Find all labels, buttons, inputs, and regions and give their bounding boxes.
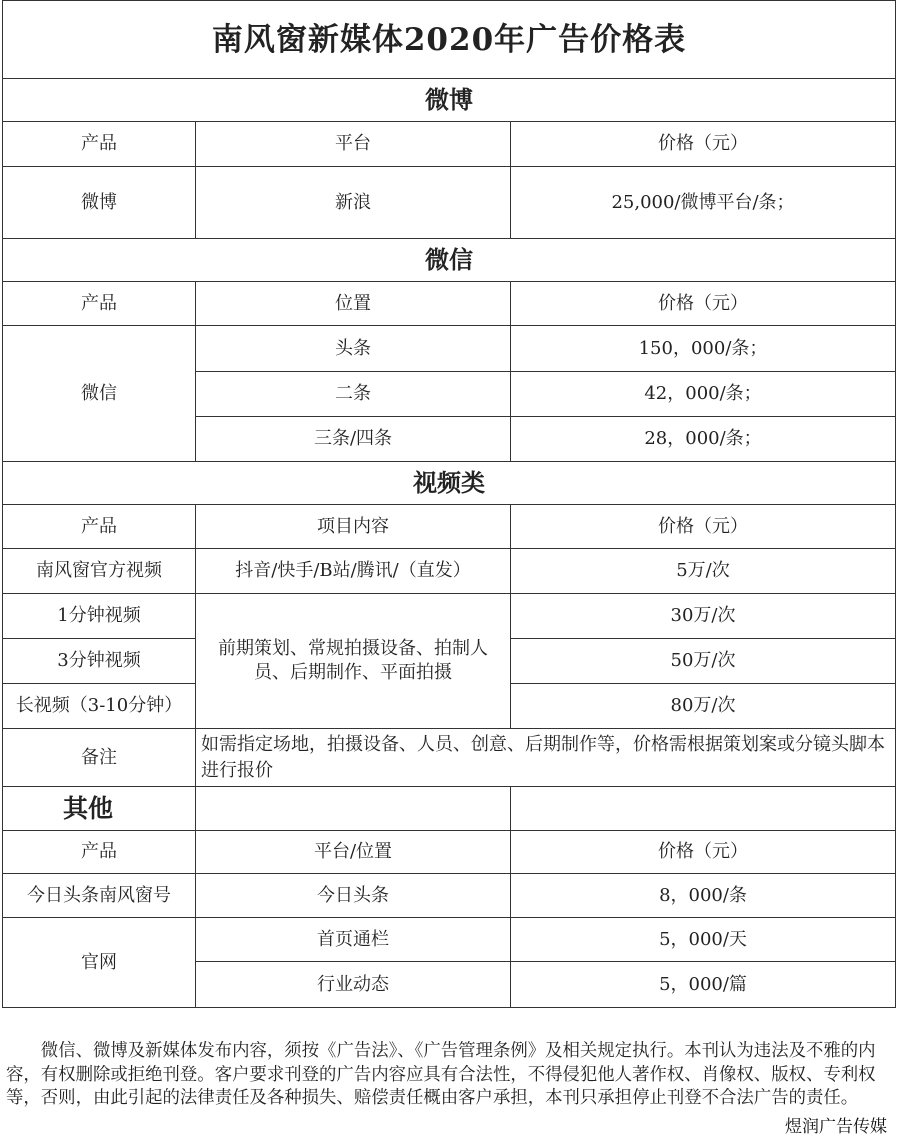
price-table [2,0,896,1008]
empty-cell [511,787,896,831]
table-row [3,167,896,239]
price-cell: 5，000/天 [511,918,896,962]
section-title: 其他 [3,787,196,831]
price-cell: 80万/次 [511,684,896,729]
platform-cell: 首页通栏 [196,918,511,962]
section-weibo [3,79,896,122]
note-label: 备注 [3,729,196,787]
product-cell: 长视频（3-10分钟） [3,684,196,729]
table-header-row [3,831,896,874]
price-cell: 150，000/条； [511,326,896,372]
product-cell: 微博 [3,167,196,239]
header-cell: 产品 [3,505,196,549]
price-cell: 25,000/微博平台/条； [511,167,896,239]
header-cell: 产品 [3,831,196,874]
price-sheet [2,0,896,1140]
platform-cell: 新浪 [196,167,511,239]
content-cell: 抖音/快手/B站/腾讯/（直发） [196,549,511,594]
product-cell: 南风窗官方视频 [3,549,196,594]
page-title: 南风窗新媒体2020年广告价格表 [3,1,896,79]
header-cell: 价格（元） [511,122,896,167]
section-wechat [3,239,896,282]
title-row [3,1,896,79]
price-cell: 50万/次 [511,639,896,684]
product-cell: 3分钟视频 [3,639,196,684]
table-header-row [3,122,896,167]
empty-cell [196,787,511,831]
price-cell: 42，000/条； [511,372,896,417]
table-header-row [3,505,896,549]
position-cell: 二条 [196,372,511,417]
platform-cell: 今日头条 [196,874,511,918]
header-cell: 产品 [3,282,196,326]
section-other [3,787,896,831]
table-header-row [3,282,896,326]
header-cell: 产品 [3,122,196,167]
price-cell: 8，000/条 [511,874,896,918]
position-cell: 三条/四条 [196,417,511,462]
price-cell: 28，000/条； [511,417,896,462]
header-cell: 价格（元） [511,831,896,874]
product-cell: 今日头条南风窗号 [3,874,196,918]
content-cell: 前期策划、常规拍摄设备、拍制人员、后期制作、平面拍摄 [196,594,511,729]
section-title: 视频类 [3,462,896,505]
table-row [3,874,896,918]
watermark: 煜润广告传媒 [772,1114,900,1140]
product-cell: 1分钟视频 [3,594,196,639]
table-row [3,918,896,962]
header-cell: 价格（元） [511,282,896,326]
table-row [3,326,896,372]
header-cell: 平台/位置 [196,831,511,874]
note-row [3,729,896,787]
product-cell: 微信 [3,326,196,462]
table-row [3,549,896,594]
price-cell: 5万/次 [511,549,896,594]
platform-cell: 行业动态 [196,962,511,1008]
section-title: 微博 [3,79,896,122]
table-row [3,594,896,639]
product-cell: 官网 [3,918,196,1008]
header-cell: 项目内容 [196,505,511,549]
section-title: 微信 [3,239,896,282]
header-cell: 平台 [196,122,511,167]
section-video [3,462,896,505]
footer-disclaimer: 微信、微博及新媒体发布内容，须按《广告法》、《广告管理条例》及相关规定执行。本刊认为违法及不雅的内容，有权删除或拒绝刊登。客户要求刊登的广告内容应具有合法性，不得侵犯他人著作权、肖像权、版权、专利权等，否则，由此引起的法律责任及各种损失、赔偿责任概由客户承担，本刊只承担停止刊登不合法广告的责任。 [6,1041,876,1108]
price-cell: 30万/次 [511,594,896,639]
note-text: 如需指定场地，拍摄设备、人员、创意、后期制作等，价格需根据策划案或分镜头脚本进行报价 [196,729,896,787]
header-cell: 位置 [196,282,511,326]
position-cell: 头条 [196,326,511,372]
price-cell: 5，000/篇 [511,962,896,1008]
header-cell: 价格（元） [511,505,896,549]
